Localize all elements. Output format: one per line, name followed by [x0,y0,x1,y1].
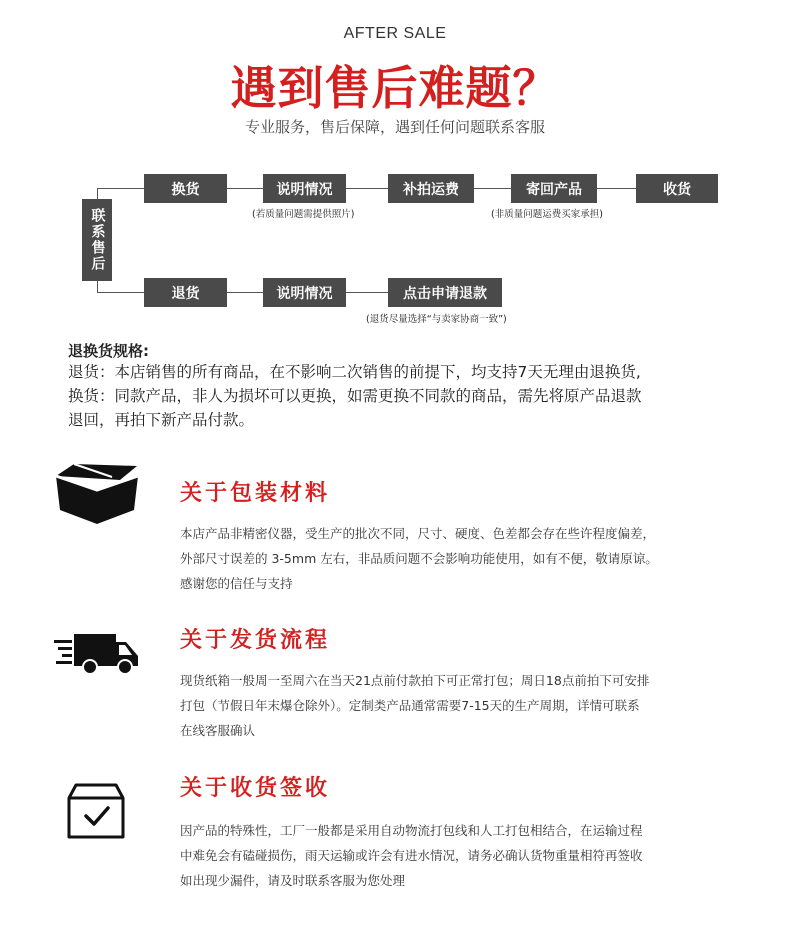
flow-step-explain-return: 说明情况 [263,278,346,307]
connector-line [346,292,388,293]
truck-icon [52,630,142,676]
rules-line: 退货：本店销售的所有商品，在不影响二次销售的前提下，均支持7天无理由退换货, [68,363,641,381]
rules-line: 换货：同款产品，非人为损坏可以更换，如需更换不同款的商品，需先将原产品退款 [68,387,642,405]
flow-note: (非质量问题运费买家承担) [491,209,603,220]
section-line: 现货纸箱一般周一至周六在当天21点前付款拍下可正常打包；周日18点前拍下可安排 [180,673,650,688]
flow-step-receive: 收货 [636,174,718,203]
checkbox-icon [66,782,126,840]
flow-step-pay-shipping: 补拍运费 [388,174,474,203]
page-title: 遇到售后难题？ [230,61,560,115]
connector-line [346,188,388,189]
connector-line [227,188,263,189]
section-line: 感谢您的信任与支持 [180,576,293,591]
section-line: 在线客服确认 [180,723,256,738]
flow-step-return: 退货 [144,278,227,307]
section-line: 因产品的特殊性，工厂一般都是采用自动物流打包线和人工打包相结合，在运输过程 [180,823,643,838]
flow-step-explain: 说明情况 [263,174,346,203]
connector-line [97,188,144,189]
connector-line [227,292,263,293]
flow-note: (退货尽量选择“与卖家协商一致”) [366,314,507,325]
flow-step-apply-refund: 点击申请退款 [388,278,502,307]
connector-line [97,292,144,293]
subtitle-en: AFTER SALE [343,25,447,42]
section-line: 本店产品非精密仪器，受生产的批次不同，尺寸、硬度、色差都会存在些许程度偏差， [180,526,656,541]
rules-line: 退回，再拍下新产品付款。 [68,411,255,429]
connector-line [97,188,98,199]
section-title-shipping: 关于发货流程 [180,628,331,653]
section-body-receipt [180,818,755,893]
section-title-packaging: 关于包装材料 [180,481,331,506]
section-body-packaging [180,521,755,596]
flow-step-send-back: 寄回产品 [511,174,597,203]
tagline: 专业服务，售后保障，遇到任何问题联系客服 [244,118,545,136]
flow-step-exchange: 换货 [144,174,227,203]
section-title-receipt: 关于收货签收 [180,776,331,801]
section-line: 外部尺寸误差的 3-5mm 左右，非品质问题不会影响功能使用，如有不便，敬请原谅。 [180,551,658,566]
section-line: 中难免会有磕碰损伤，雨天运输或许会有进水情况，请务必确认货物重量相符再签收 [180,848,643,863]
rules-title: 退换货规格: [68,342,149,360]
connector-line [597,188,636,189]
section-line: 如出现少漏件，请及时联系客服为您处理 [180,873,406,888]
connector-line [474,188,511,189]
section-body-shipping [180,668,755,743]
section-line: 打包（节假日年末爆仓除外）。定制类产品通常需要7-15天的生产周期，详情可联系 [180,698,640,713]
box-icon [54,460,140,526]
contact-service-box: 联系售后 [82,199,112,281]
flow-note: (若质量问题需提供照片) [252,209,355,220]
